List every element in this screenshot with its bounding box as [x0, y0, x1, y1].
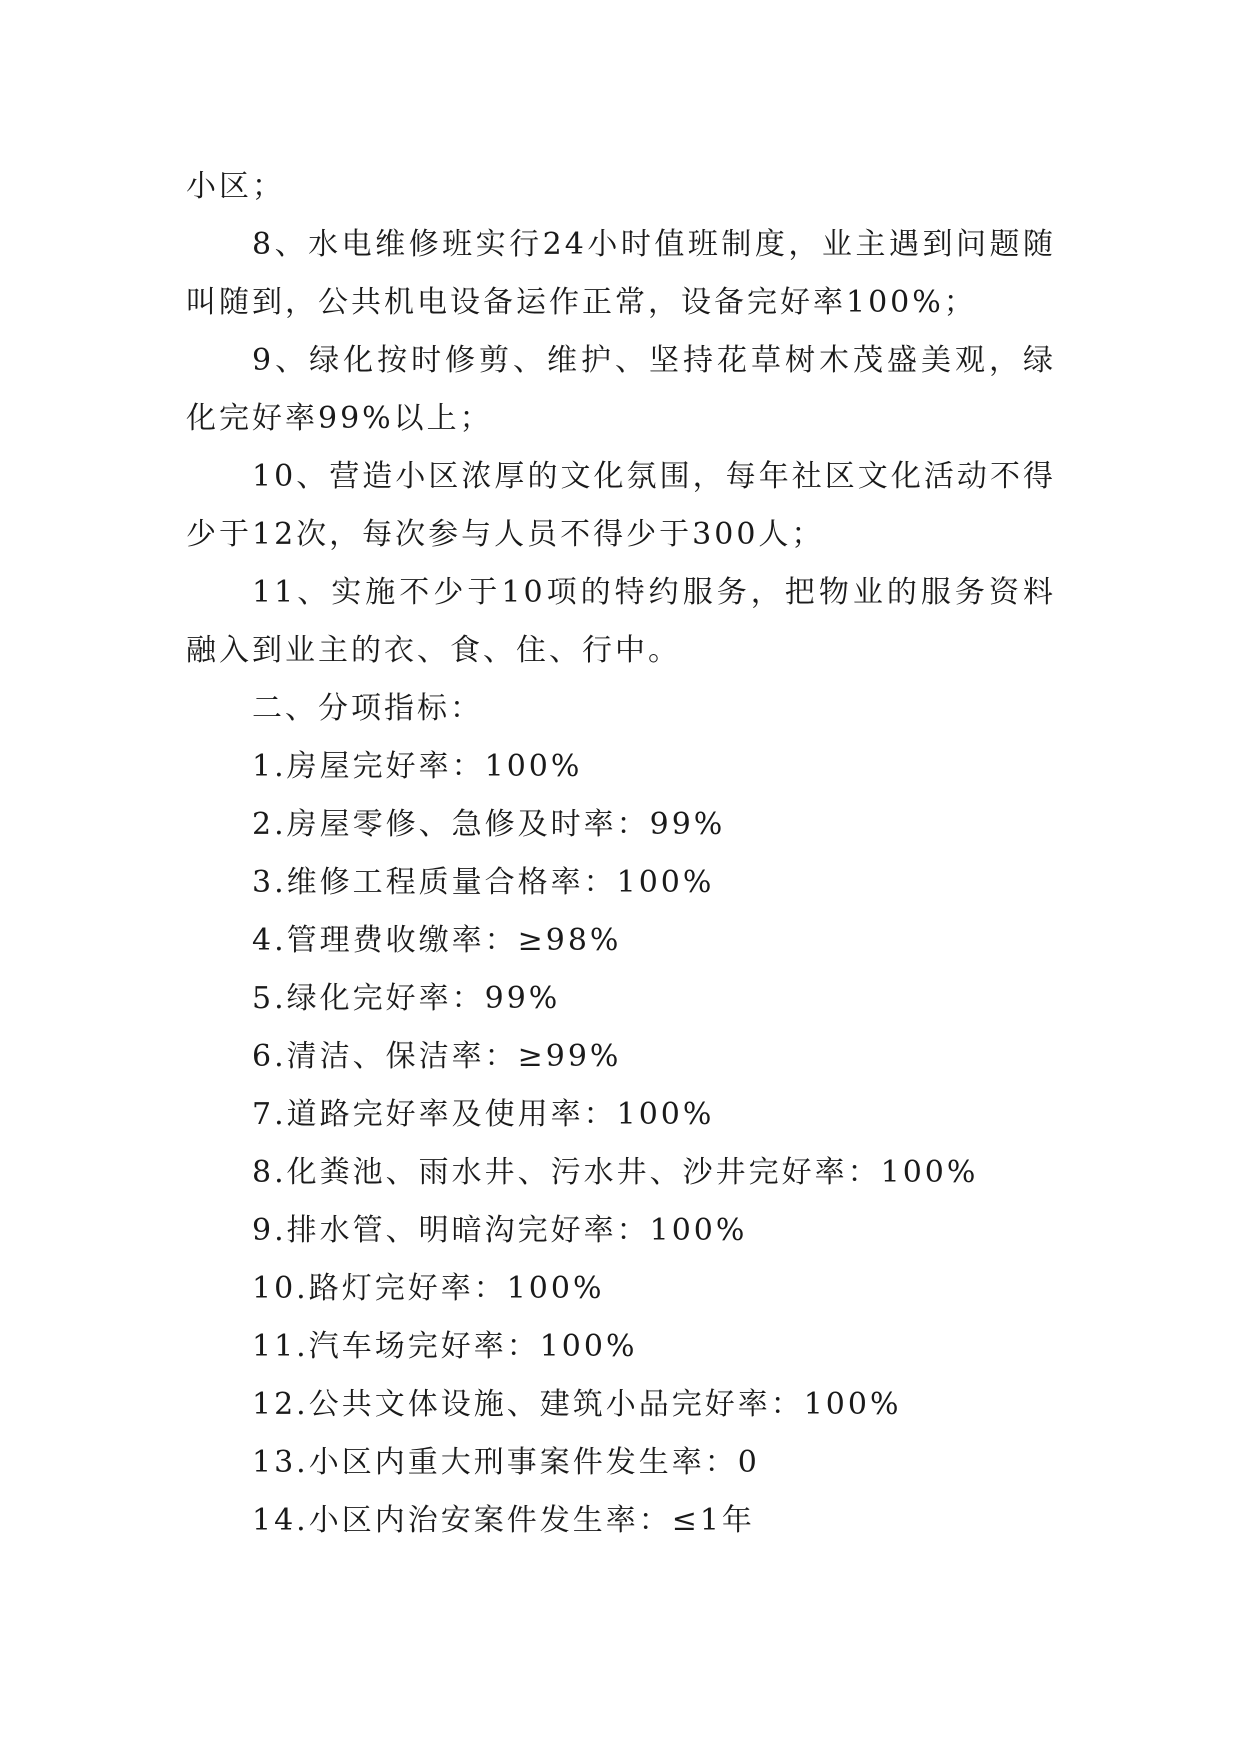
list-item: 2.房屋零修、急修及时率：99% [252, 807, 726, 842]
list-item: 5.绿化完好率：99% [252, 981, 561, 1016]
list-item: 13.小区内重大刑事案件发生率：0 [252, 1445, 760, 1480]
paragraph-item-9: 9、绿化按时修剪、维护、坚持花草树木茂盛美观，绿化完好率99%以上； [186, 343, 1056, 436]
paragraph-item-10: 10、营造小区浓厚的文化氛围，每年社区文化活动不得少于12次，每次参与人员不得少于300人； [186, 459, 1056, 552]
list-item: 8.化粪池、雨水井、污水井、沙井完好率：100% [252, 1155, 979, 1190]
section-heading: 二、分项指标： [252, 691, 483, 726]
list-item: 14.小区内治安案件发生率：≤1年 [252, 1503, 755, 1538]
list-item: 12.公共文体设施、建筑小品完好率：100% [252, 1387, 902, 1422]
document-body [186, 158, 1056, 1550]
paragraph-item-8: 8、水电维修班实行24小时值班制度，业主遇到问题随叫随到，公共机电设备运作正常，设备完好率100%； [186, 227, 1056, 320]
list-item: 7.道路完好率及使用率：100% [252, 1097, 715, 1132]
paragraph-item-11: 11、实施不少于10项的特约服务，把物业的服务资料融入到业主的衣、食、住、行中。 [186, 575, 1056, 668]
list-item: 3.维修工程质量合格率：100% [252, 865, 715, 900]
list-item: 9.排水管、明暗沟完好率：100% [252, 1213, 748, 1248]
list-item: 6.清洁、保洁率：≥99% [252, 1039, 622, 1074]
list-item: 11.汽车场完好率：100% [252, 1329, 638, 1364]
list-item: 1.房屋完好率：100% [252, 749, 583, 784]
paragraph-continuation: 小区； [186, 169, 285, 204]
list-item: 10.路灯完好率：100% [252, 1271, 605, 1306]
list-item: 4.管理费收缴率：≥98% [252, 923, 622, 958]
